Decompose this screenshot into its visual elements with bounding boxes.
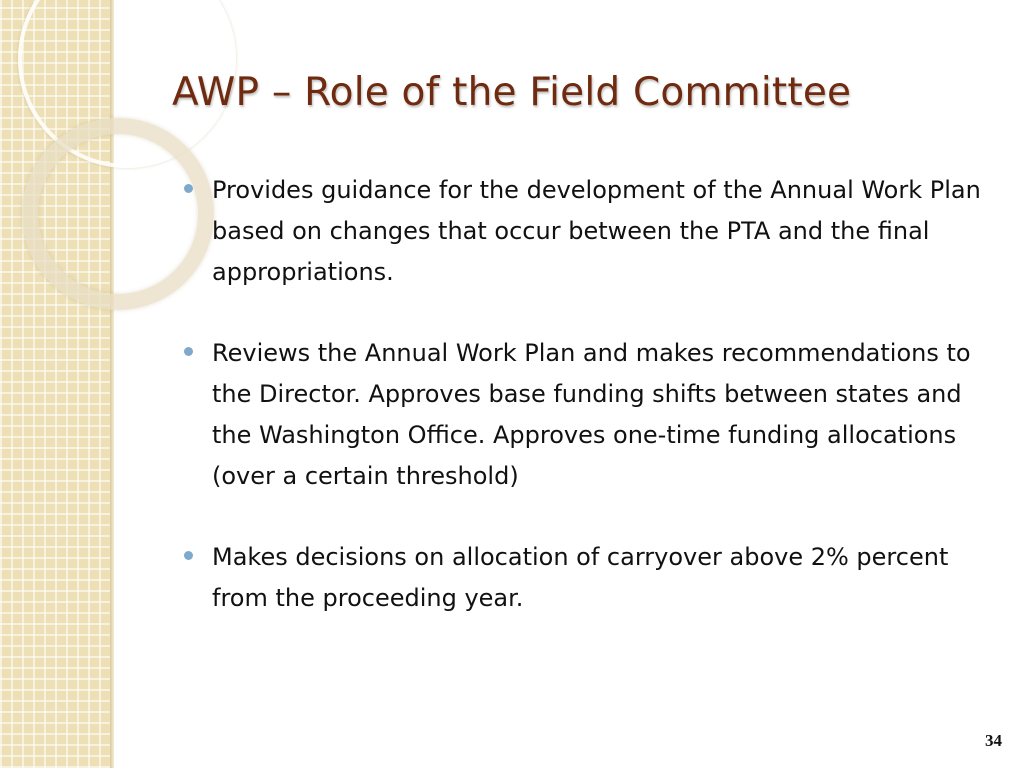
bullet-item — [182, 170, 992, 293]
bullet-text: Makes decisions on allocation of carryover above 2% percent from the proceeding year. — [212, 543, 949, 612]
bullet-text: Provides guidance for the development of the Annual Work Plan based on changes that occur between the PTA and the final appropriations. — [212, 176, 981, 286]
side-band-edge — [110, 0, 114, 768]
bullet-text: Reviews the Annual Work Plan and makes recommendations to the Director. Approves base funding shifts between states and the Washington Office. Approves one-time funding allocations (over a certain threshold) — [212, 339, 971, 490]
slide-title: AWP – Role of the Field Committee — [172, 70, 852, 115]
bullet-list — [182, 170, 992, 659]
bullet-item — [182, 537, 992, 619]
slide-number: 34 — [985, 731, 1002, 750]
bullet-item — [182, 333, 992, 497]
bullet-dot-icon — [184, 184, 193, 193]
bullet-dot-icon — [184, 347, 193, 356]
bullet-dot-icon — [184, 551, 193, 560]
decorative-side-band — [0, 0, 110, 768]
